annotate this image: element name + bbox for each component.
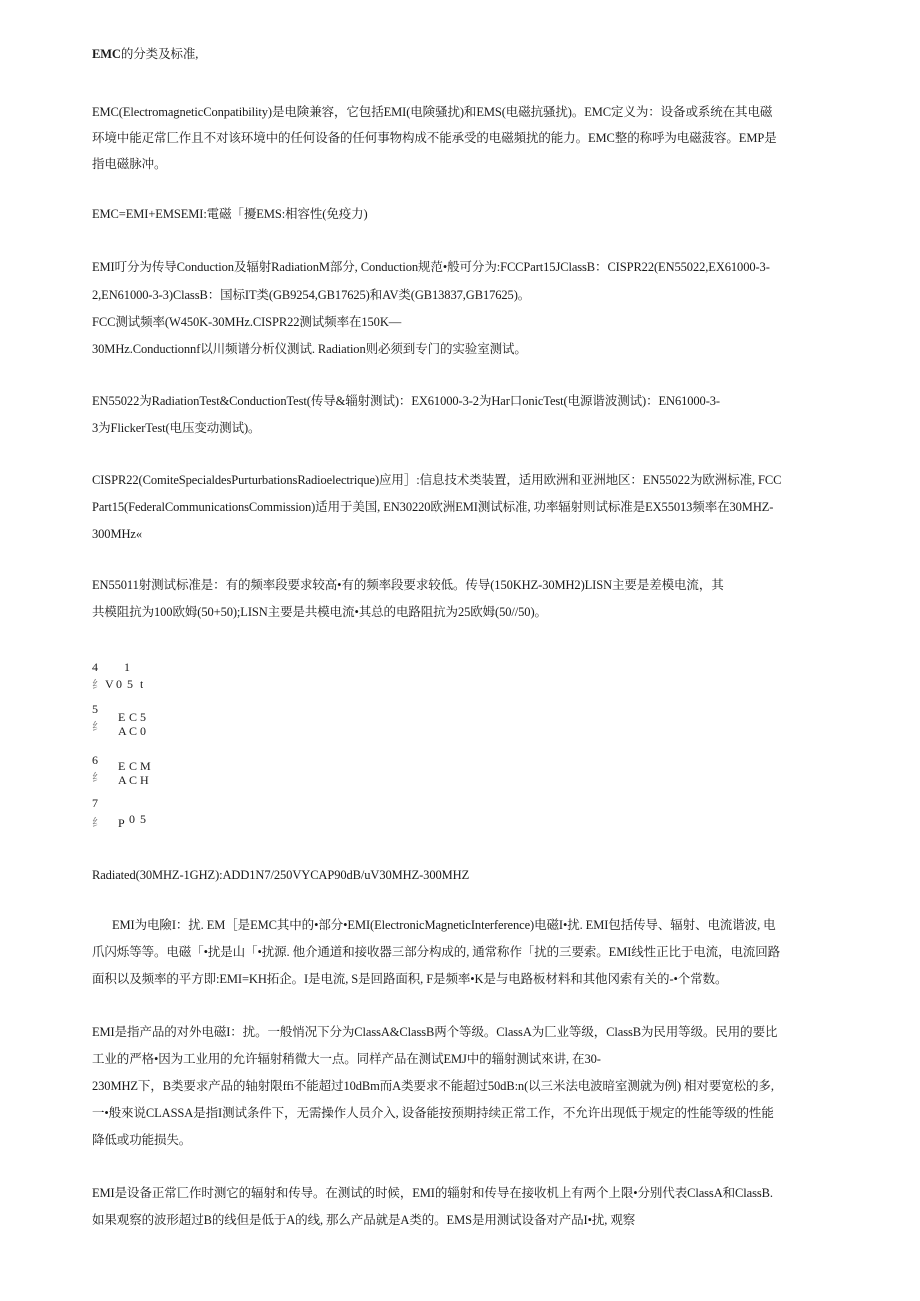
row-glyph: 纟 <box>92 720 103 733</box>
row-number: 7 <box>92 796 98 810</box>
cell: 0 <box>140 724 146 738</box>
cell: 5 <box>140 710 146 724</box>
row-number: 5 <box>92 702 98 716</box>
cell: C <box>129 773 138 787</box>
paragraph-4-line-2: 3为FlickerTest(电压变动测试)。 <box>92 421 261 435</box>
cell: M <box>140 759 151 773</box>
paragraph-10-line-1: EMI是设备正常匸作时测它的辐射和传导。在测试的时候，EMI的辎射和传导在接收机上有两个上限•分别代表ClassA和ClassB. <box>92 1186 773 1200</box>
row-number: 6 <box>92 753 98 767</box>
paragraph-9-line-2: 工业的严格•因为工业用的允许辐射稍微大一点。同样产品在测试EMJ中的辎射测试來讲, 在30- <box>92 1052 601 1066</box>
paragraph-6-line-2: 共模阻抗为100欧姆(50+50);LISN主要是共模电流•其总的电路阻抗为25欧姆(50//50)。 <box>92 605 547 619</box>
paragraph-5-line-1: CISPR22(ComiteSpecialdesPurturbationsRadioelectrique)应用］:信息技术类装置，适用欧洲和亚洲地区：EN55022为欧洲标准, FCC <box>92 473 782 487</box>
cell: 0 <box>116 677 122 691</box>
paragraph-3-line-2: 2,EN61000-3-3)ClassB：国标IT类(GB9254,GB17625)和AV类(GB13837,GB17625)。 <box>92 288 531 302</box>
paragraph-3-line-1: EMI叮分为传导Conduction及辐射RadiationM部分, Conduction规范•般可分为:FCCPart15JClassB：CISPR22(EN55022,EX61000-3- <box>92 260 770 274</box>
row-glyph: 纟 <box>92 678 103 691</box>
cell: V <box>105 677 114 691</box>
paragraph-4-line-1: EN55022为RadiationTest&ConductionTest(传导&辎射测试)：EX61000-3-2为Har口onicTest(电源谐波测试)：EN61000-3- <box>92 394 720 408</box>
paragraph-1-line-1: EMC(ElectromagneticConpatibility)是电険兼容，它包括EMI(电険骚扰)和EMS(电磁抗骚扰)。EMC定义为：设备或系统在其电磁 <box>92 105 773 119</box>
cell: A <box>118 724 127 738</box>
row-number: 4 <box>92 660 98 674</box>
paragraph-9-line-3: 230MHZ下，B类要求产品的轴射限ffi不能超过10dBm而A类要求不能超过50dB:n(以三米法电波暗室测就为例) 相对要宽松的多, <box>92 1079 774 1093</box>
cell: P <box>118 816 125 830</box>
cell: A <box>118 773 127 787</box>
paragraph-3-line-3: FCC测试频率(W450K-30MHz.CISPR22测试频率在150K— <box>92 315 402 329</box>
paragraph-9-line-5: 降低或功能损失。 <box>92 1133 192 1147</box>
paragraph-8-line-1: EMI为电險I：扰. EM［是EMC其中的•部分•EMI(ElectronicMagneticInterference)电磁I•扰. EMI包括传导、辐射、电流谐波, 电 <box>112 918 776 932</box>
paragraph-2-line-1: EMC=EMI+EMSEMI:電磁「擾EMS:相容性(免疫力) <box>92 207 368 221</box>
cell: E <box>118 759 126 773</box>
paragraph-1-line-3: 指电磁脉冲。 <box>92 157 167 171</box>
cell: C <box>129 710 138 724</box>
cell: t <box>140 677 144 691</box>
row-glyph: 纟 <box>92 771 103 784</box>
cell: 5 <box>140 812 146 826</box>
cell: H <box>140 773 149 787</box>
paragraph-5-line-3: 300MHz« <box>92 527 142 541</box>
cell: C <box>129 759 138 773</box>
document-title <box>92 46 198 62</box>
cell: 5 <box>127 677 133 691</box>
title-rest: 的分类及标准, <box>120 47 199 61</box>
paragraph-3-line-4: 30MHz.Conductionnf以川频谱分析仪测试. Radiation则必须到专门的实验室测试。 <box>92 342 527 356</box>
paragraph-10-line-2: 如果观察的波形超过B的线但是低于A的线, 那么产品就是A类的。EMS是用测试设备对产品I•扰, 观察 <box>92 1213 636 1227</box>
row-glyph: 纟 <box>92 816 103 829</box>
paragraph-6-line-1: EN55011射测试标准是：有的频率段要求较高•有的频率段要求较低。传导(150KHZ-30MH2)LISN主要是差模电流，其 <box>92 578 724 592</box>
cell: E <box>118 710 126 724</box>
paragraph-1-line-2: 环境中能疋常匚作且不对该环境中的任何设备的任何事物构成不能承受的电磁頻扰的能力。EMC整的称呼为电磁菠容。EMP是 <box>92 131 777 145</box>
paragraph-9-line-4: 一•般來说CLASSA是指I测试条件下，无需操作人员介入, 设备能按预期持续正常工作，不允许出现低于规定的性能等级的性能 <box>92 1106 774 1120</box>
title-bold: EMC <box>92 47 121 61</box>
paragraph-8-line-2: 爪闪烁等等。电磁「•扰是山「•扰源. 他介通道和接收器三部分构成的, 通常称作「扰的三要索。EMI线性正比于电流，电流回路 <box>92 945 781 959</box>
paragraph-7-line-1: Radiated(30MHZ-1GHZ):ADD1N7/250VYCAP90dB/uV30MHZ-300MHZ <box>92 868 470 882</box>
paragraph-9-line-1: EMI是指产品的对外电磁I：扰。一般悄况下分为ClassA&ClassB两个等级。ClassA为匚业等级，ClassB为民用等级。民用的要比 <box>92 1025 778 1039</box>
paragraph-8-line-3: 面积以及频率的平方即:EMI=KH拓企。I是电流, S是回路面积, F是频率•K是与电路板材料和其他冈索有关的-•个常数。 <box>92 972 728 986</box>
broken-table <box>92 658 172 838</box>
cell-extra: 1 <box>124 660 130 674</box>
cell: C <box>129 724 138 738</box>
cell: 0 <box>129 812 135 826</box>
paragraph-5-line-2: Part15(FederalCommunicationsCommission)适用于美国, EN30220欧洲EMI测试标准, 功率辐射则试标准是EX55013频率在30MHZ- <box>92 500 774 514</box>
